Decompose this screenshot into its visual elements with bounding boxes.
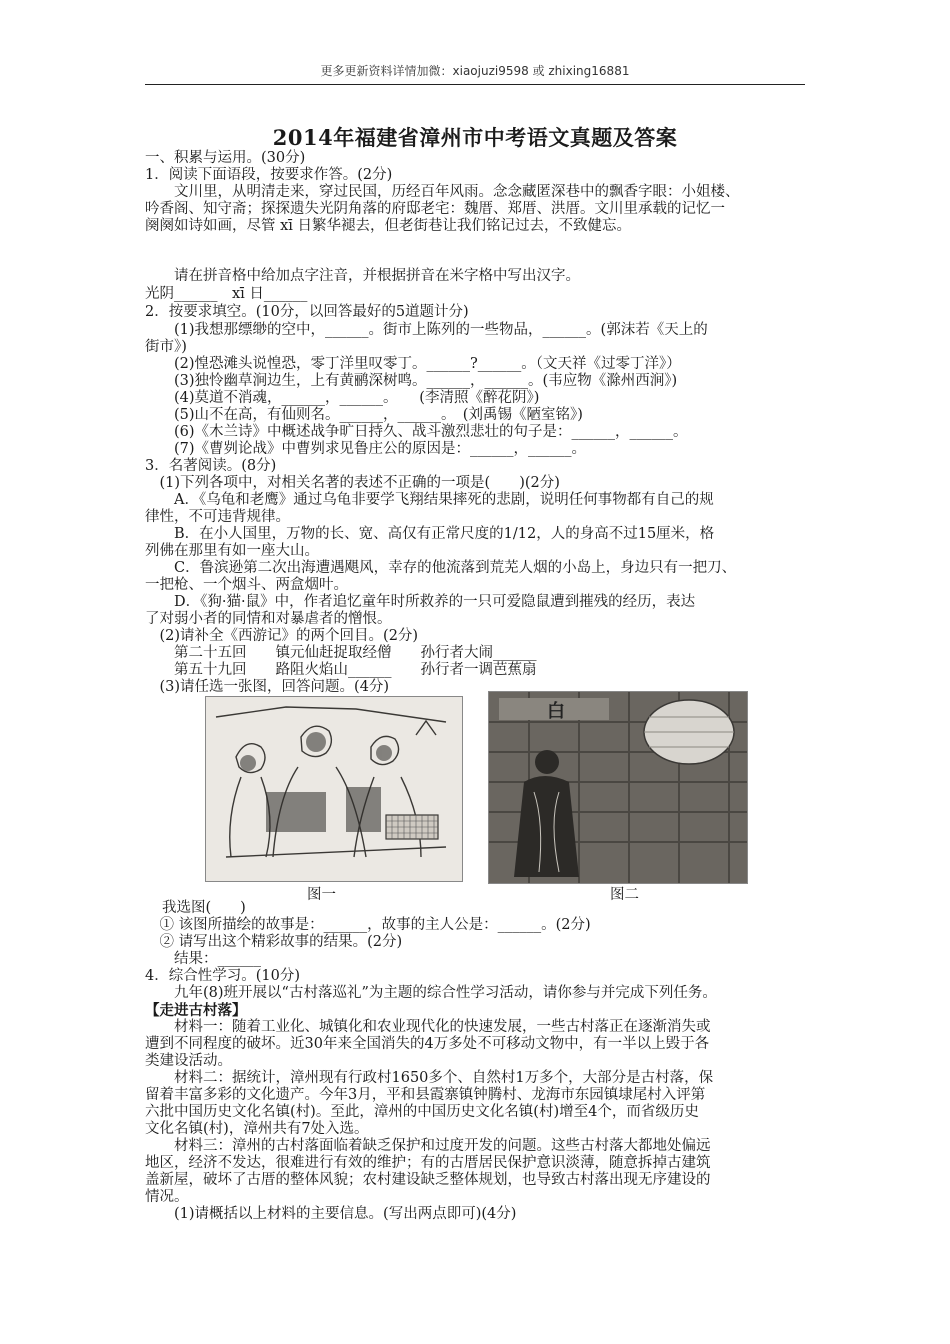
text-line: 六批中国历史文化名镇(村)。至此，漳州的中国历史文化名镇(村)增至4个，而省级历史 [145,1104,699,1120]
section-heading: 【走进古村落】 [145,1002,247,1019]
text-line: 请在拼音格中给加点字注音，并根据拼音在米字格中写出汉字。 [145,268,580,284]
text-line: 遭到不同程度的破坏。近30年来全国消失的4万多处不可移动文物中，有一半以上毁于各 [145,1036,710,1052]
text-line: 一、积累与运用。(30分) [145,150,306,166]
text-line: 光阴______ xī 日______ [145,286,308,302]
text-line: 一把枪、一个烟斗、两盒烟叶。 [145,577,348,593]
text-line: 街市》) [145,339,187,355]
text-line: D．《狗·猫·鼠》中，作者追忆童年时所救养的一只可爱隐鼠遭到摧残的经历，表达 [145,594,696,610]
text-line: 九年(8)班开展以“古村落巡礼”为主题的综合性学习活动，请你参与并完成下列任务。 [145,985,717,1001]
text-line: 情况。 [145,1189,189,1205]
text-line: ① 该图所描绘的故事是：______，故事的主人公是：______。(2分) [145,917,591,933]
text-line: 材料二：据统计，漳州现有行政村1650多个、自然村1万多个，大部分是古村落，保 [145,1070,714,1086]
page-title: 2014年福建省漳州市中考语文真题及答案 [272,125,678,150]
figure-one-drawing [206,697,462,881]
text-line: 了对弱小者的同情和对暴虐者的憎恨。 [145,611,392,627]
text-line: 1．阅读下面语段，按要求作答。(2分) [145,167,393,183]
text-line: A．《乌龟和老鹰》通过乌龟非要学飞翔结果摔死的悲剧，说明任何事物都有自己的规 [145,492,714,508]
header-contact-note: 更多更新资料详情加微：xiaojuzi9598 或 zhixing16881 [320,64,630,78]
text-line: (1)请概括以上材料的主要信息。(写出两点即可)(4分) [145,1206,517,1222]
text-line: 阕阕如诗如画，尽管 xī 日繁华褪去，但老街巷让我们铭记过去，不致健忘。 [145,218,632,234]
text-line: (6)《木兰诗》中概述战争旷日持久、战斗激烈悲壮的句子是：______，______。 [145,424,688,440]
text-line: (1)我想那缥缈的空中，______。街市上陈列的一些物品，______。(郭沫若《天上的 [145,322,708,338]
text-line: 我选图( ) [162,900,246,916]
text-line: 3．名著阅读。(8分) [145,458,277,474]
text-line: (7)《曹刿论战》中曹刿求见鲁庄公的原因是：______，______。 [145,441,587,457]
text-line: 2．按要求填空。(10分，以回答最好的5道题计分) [145,304,469,320]
text-line: 地区，经济不发达，很难进行有效的维护；有的古厝居民保护意识淡薄，随意拆掉古建筑 [145,1155,711,1171]
text-line: 结果：______ [145,951,261,967]
text-line: (1)下列各项中，对相关名著的表述不正确的一项是( )(2分) [145,475,560,491]
text-line: 文川里，从明清走来，穿过民国，历经百年风雨。念念藏匿深巷中的飘香字眼：小姐楼、 [145,184,740,200]
figure-two-illustration [488,691,748,884]
text-line: (5)山不在高，有仙则名。______，______。 (刘禹锡《陋室铭》) [145,407,583,423]
text-line: (4)莫道不消魂，______，______。 (李清照《醉花阴》) [145,390,540,406]
figure-two-caption: 图二 [610,887,639,903]
figure-two-sign: 白 [547,701,565,722]
text-line: 第五十九回 路阻火焰山______ 孙行者一调芭蕉扇 [145,662,537,678]
text-line: 盖新屋，破坏了古厝的整体风貌；农村建设缺乏整体规划，也导致古村落出现无序建设的 [145,1172,711,1188]
text-line: (3)独怜幽草涧边生，上有黄鹂深树鸣。______，______。(韦应物《滁州西涧》) [145,373,678,389]
text-line: 列佛在那里有如一座大山。 [145,543,319,559]
figure-one-caption: 图一 [307,887,336,903]
text-line: 律性，不可违背规律。 [145,509,290,525]
text-line: ② 请写出这个精彩故事的结果。(2分) [145,934,403,950]
text-line: 材料一：随着工业化、城镇化和农业现代化的快速发展，一些古村落正在逐渐消失或 [145,1019,711,1035]
text-line: (2)请补全《西游记》的两个回目。(2分) [145,628,419,644]
figure-one-illustration [205,696,463,882]
text-line: 材料三：漳州的古村落面临着缺乏保护和过度开发的问题。这些古村落大都地处偏远 [145,1138,711,1154]
text-line: C．鲁滨逊第二次出海遭遇飓风，幸存的他流落到荒芜人烟的小岛上，身边只有一把刀、 [145,560,737,576]
figure-two-drawing [489,692,747,883]
text-line: (3)请任选一张图，回答问题。(4分) [145,679,390,695]
text-line: B．在小人国里，万物的长、宽、高仅有正常尺度的1/12，人的身高不过15厘米，格 [145,526,715,542]
text-line: (2)惶恐滩头说惶恐，零丁洋里叹零丁。______?______。（文天祥《过零丁洋》） [145,356,681,372]
header-rule [145,84,805,85]
text-line: 留着丰富多彩的文化遗产。今年3月，平和县霞寨镇钟腾村、龙海市东园镇埭尾村入评第 [145,1087,706,1103]
text-line: 第二十五回 镇元仙赶捉取经僧 孙行者大闹______ [145,645,537,661]
text-line: 吟香阁、知守斋；探探遗失光阴角落的府邸老宅：魏厝、郑厝、洪厝。文川里承载的记忆一 [145,201,725,217]
text-line: 类建设活动。 [145,1053,232,1069]
text-line: 4．综合性学习。(10分) [145,968,300,984]
text-line: 文化名镇(村)，漳州共有7处入选。 [145,1121,369,1137]
